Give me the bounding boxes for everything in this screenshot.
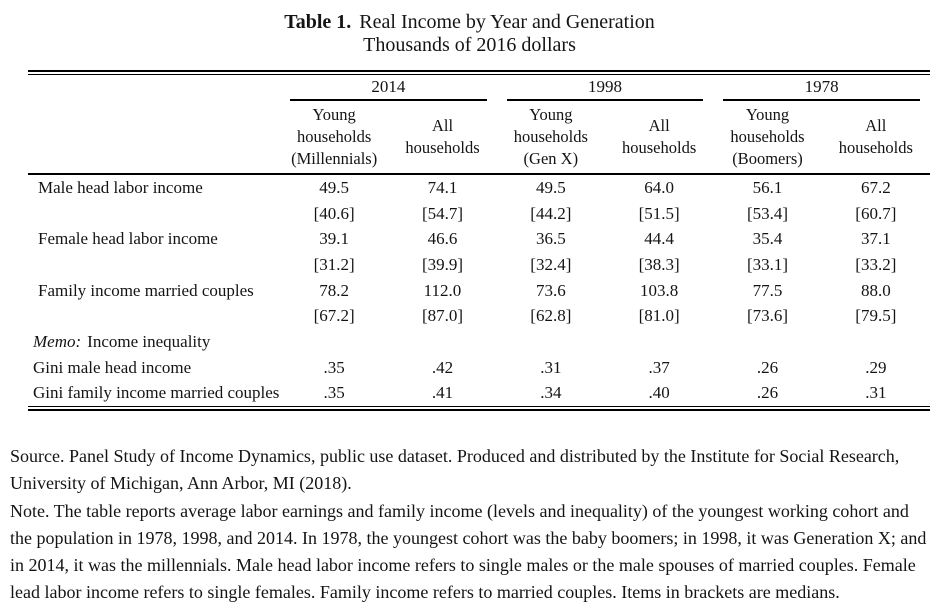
table-title xyxy=(0,0,939,57)
table-row-0 xyxy=(28,174,930,201)
table-number: Table 1. xyxy=(284,11,352,33)
column-header-3: All households xyxy=(605,101,713,174)
value-cell: 112.0 xyxy=(423,280,462,300)
value-cell: [39.9] xyxy=(421,254,464,274)
value-cell: .37 xyxy=(648,357,670,377)
value-cell xyxy=(388,329,496,355)
table-row-6 xyxy=(28,329,930,355)
value-cell: [73.6] xyxy=(746,306,789,326)
value-cell: .31 xyxy=(865,383,887,403)
value-cell: 44.4 xyxy=(644,229,675,249)
table-row-1 xyxy=(28,201,930,227)
table-notes xyxy=(10,443,927,606)
value-cell: .40 xyxy=(648,383,670,403)
value-cell: 64.0 xyxy=(644,177,675,197)
value-cell: 35.4 xyxy=(752,229,783,249)
table-title-line xyxy=(0,11,939,34)
table-note: Note. The table reports average labor earnings and family income (levels and inequality) of the youngest working cohort and the population in 1978, 1998, and 2014. In 1978, the youngest cohort was the baby boomers; in 1998, it was Generation X; and in 2014, it was the millennials. Male head labor income refers to single males or the male spouses of married couples. Female lead labor income refers to single females. Family income refers to married couples. Items in brackets are medians. xyxy=(10,500,927,603)
year-label-1998: 1998 xyxy=(507,77,704,101)
year-header-1998 xyxy=(497,75,714,101)
value-cell: [79.5] xyxy=(855,306,897,326)
row-label: Memo: Income inequality xyxy=(33,331,211,351)
value-cell: [38.3] xyxy=(638,254,680,274)
column-header-5: All households xyxy=(822,101,930,174)
value-cell: [54.7] xyxy=(421,203,464,223)
table-row-5 xyxy=(28,303,930,329)
year-header-2014 xyxy=(280,75,497,101)
value-cell: 36.5 xyxy=(535,229,566,249)
value-cell: 49.5 xyxy=(535,177,566,197)
row-label xyxy=(28,252,280,278)
table-row-3 xyxy=(28,252,930,278)
value-cell: [81.0] xyxy=(638,306,680,326)
value-cell: 39.1 xyxy=(319,229,350,249)
corner-cell xyxy=(28,75,280,101)
year-header-row xyxy=(28,75,930,101)
value-cell: 103.8 xyxy=(640,280,679,300)
value-cell: .35 xyxy=(323,357,345,377)
label-column-header xyxy=(28,101,280,174)
table-row-2 xyxy=(28,226,930,252)
row-label: Female head labor income xyxy=(38,229,218,249)
row-label: Family income married couples xyxy=(38,280,254,300)
value-cell: 56.1 xyxy=(752,177,783,197)
column-header-row xyxy=(28,101,930,174)
value-cell xyxy=(713,329,821,355)
row-label xyxy=(28,201,280,227)
column-header-1: All households xyxy=(388,101,496,174)
value-cell: .29 xyxy=(865,357,887,377)
value-cell: [33.2] xyxy=(855,254,897,274)
value-cell: .41 xyxy=(431,383,454,403)
year-label-1978: 1978 xyxy=(723,77,920,101)
table-subtitle: Thousands of 2016 dollars xyxy=(363,34,576,56)
source-note: Source. Panel Study of Income Dynamics, public use dataset. Produced and distributed by the Institute for Social Research, University of Michigan, Ann Arbor, MI (2018). xyxy=(10,446,900,494)
value-cell: 77.5 xyxy=(752,280,783,300)
bottom-rule xyxy=(28,406,930,411)
value-cell: [87.0] xyxy=(421,306,464,326)
row-label: Gini male head income xyxy=(33,357,192,377)
value-cell: .31 xyxy=(540,357,562,377)
year-label-2014: 2014 xyxy=(290,77,487,101)
value-cell: .26 xyxy=(756,357,779,377)
column-header-2: Young households (Gen X) xyxy=(497,101,605,174)
value-cell: [44.2] xyxy=(530,203,572,223)
table-area xyxy=(28,70,930,411)
column-header-4: Young households (Boomers) xyxy=(713,101,821,174)
value-cell: 73.6 xyxy=(535,280,566,300)
value-cell: 49.5 xyxy=(319,177,350,197)
value-cell: [31.2] xyxy=(313,254,355,274)
column-header-0: Young households (Millennials) xyxy=(280,101,388,174)
value-cell: .35 xyxy=(323,383,345,403)
year-header-1978 xyxy=(713,75,930,101)
value-cell: .42 xyxy=(431,357,454,377)
value-cell: [60.7] xyxy=(855,203,897,223)
table-title-text: Real Income by Year and Generation xyxy=(359,11,655,33)
value-cell: 74.1 xyxy=(427,177,458,197)
value-cell: [40.6] xyxy=(313,203,355,223)
value-cell: [33.1] xyxy=(746,254,789,274)
value-cell: 67.2 xyxy=(860,177,891,197)
value-cell: 37.1 xyxy=(860,229,891,249)
value-cell: [67.2] xyxy=(313,306,355,326)
value-cell: [32.4] xyxy=(530,254,572,274)
value-cell: 88.0 xyxy=(860,280,891,300)
value-cell xyxy=(605,329,713,355)
table-row-4 xyxy=(28,278,930,304)
row-label xyxy=(28,303,280,329)
value-cell xyxy=(822,329,930,355)
table-row-8 xyxy=(28,381,930,407)
income-table xyxy=(28,75,930,406)
value-cell: [62.8] xyxy=(530,306,572,326)
value-cell: .26 xyxy=(756,383,779,403)
value-cell: .34 xyxy=(540,383,562,403)
value-cell: [53.4] xyxy=(746,203,789,223)
memo-prefix: Memo: xyxy=(33,331,82,351)
row-label: Gini family income married couples xyxy=(33,383,280,403)
table-row-7 xyxy=(28,355,930,381)
value-cell xyxy=(280,329,388,355)
row-label: Male head labor income xyxy=(38,177,203,197)
value-cell xyxy=(497,329,605,355)
value-cell: 78.2 xyxy=(319,280,350,300)
value-cell: 46.6 xyxy=(427,229,458,249)
value-cell: [51.5] xyxy=(638,203,680,223)
